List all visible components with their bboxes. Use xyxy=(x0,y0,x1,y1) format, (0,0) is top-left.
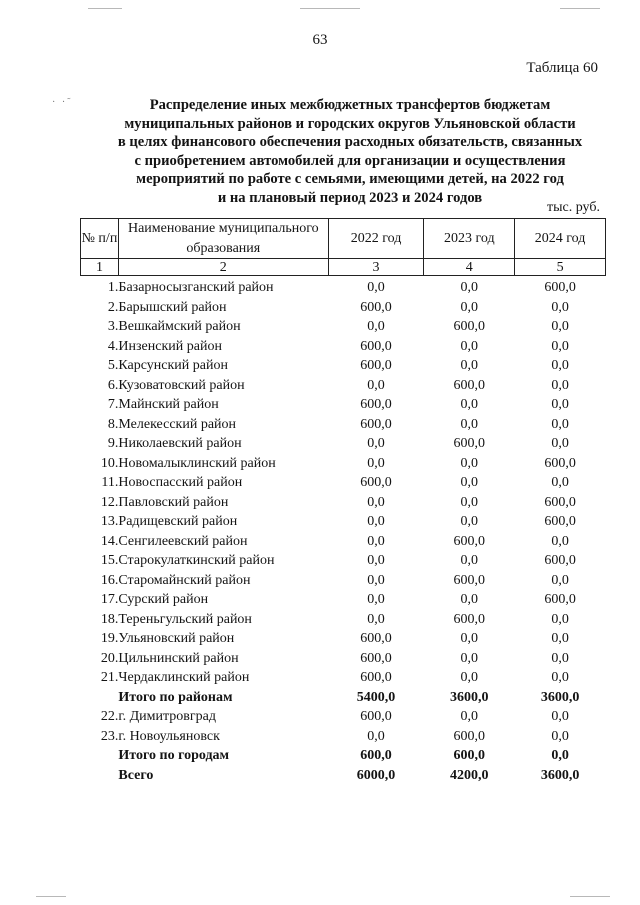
municipality-name: Итого по районам xyxy=(118,689,233,705)
table-row xyxy=(81,590,606,610)
municipality-name: Вешкаймский район xyxy=(118,319,241,334)
table-row xyxy=(81,337,606,357)
value-2023: 3600,0 xyxy=(450,689,489,705)
value-2024: 600,0 xyxy=(544,514,576,529)
value-2022: 0,0 xyxy=(367,494,385,510)
value-2023: 0,0 xyxy=(460,280,479,295)
value-2024: 0,0 xyxy=(551,397,569,412)
value-2022: 600,0 xyxy=(360,650,392,666)
municipality-name: Мелекесский район xyxy=(118,416,237,432)
value-2023: 0,0 xyxy=(460,514,479,529)
row-number: 16. xyxy=(100,572,119,588)
municipality-name: Инзенский район xyxy=(118,338,222,354)
value-2023: 0,0 xyxy=(460,592,479,607)
value-2022: 600,0 xyxy=(360,631,392,646)
value-2023: 0,0 xyxy=(460,709,479,724)
column-number-row xyxy=(81,259,606,276)
title-line: муниципальных районов и городских округов Ульяновской области xyxy=(124,115,576,132)
value-2024: 600,0 xyxy=(544,553,576,568)
municipality-name: Итого по городам xyxy=(118,748,230,763)
table-row xyxy=(81,473,606,493)
table-body xyxy=(81,276,606,786)
title-line: и на плановый период 2023 и 2024 годов xyxy=(217,189,483,206)
table-row xyxy=(81,493,606,513)
row-number: 11. xyxy=(101,475,119,490)
municipality-name: Барышский район xyxy=(118,299,227,315)
scan-speck: · ·˜ xyxy=(52,97,73,108)
row-number xyxy=(81,766,119,786)
column-number: 4 xyxy=(424,259,515,276)
value-2023: 4200,0 xyxy=(450,767,489,783)
municipality-name: Цильнинский район xyxy=(118,650,239,666)
municipality-name: Павловский район xyxy=(118,494,229,510)
document-title xyxy=(80,96,620,207)
value-2024: 0,0 xyxy=(551,611,569,627)
header-num: № п/п xyxy=(81,219,119,259)
row-number: 3. xyxy=(107,319,119,334)
scan-mark-top-left xyxy=(88,8,122,9)
municipality-name: Кузоватовский район xyxy=(118,377,245,393)
municipality-name: Чердаклинский район xyxy=(118,670,250,685)
table-row xyxy=(81,610,606,630)
value-2023: 600,0 xyxy=(453,728,486,744)
page-number: 63 xyxy=(312,32,328,48)
row-number xyxy=(81,688,119,708)
title-line: в целях финансового обеспечения расходных обязательств, связанных xyxy=(117,134,583,150)
header-row xyxy=(81,219,606,259)
value-2024: 0,0 xyxy=(551,358,569,373)
table-row xyxy=(81,356,606,376)
table-row xyxy=(81,276,606,298)
value-2024: 0,0 xyxy=(551,416,569,432)
value-2022: 5400,0 xyxy=(356,689,396,705)
table-row xyxy=(81,707,606,727)
table-row xyxy=(81,571,606,591)
distribution-table xyxy=(80,218,606,785)
scan-mark-top-center xyxy=(300,8,360,9)
header-2023: 2023 год xyxy=(424,219,515,259)
table-row xyxy=(81,629,606,649)
municipality-name: г. Новоульяновск xyxy=(118,728,220,744)
value-2022: 600,0 xyxy=(360,358,392,373)
row-number: 12. xyxy=(100,494,119,510)
row-number: 13. xyxy=(100,514,119,529)
header-2024: 2024 год xyxy=(515,219,606,259)
value-2023: 600,0 xyxy=(453,319,486,334)
value-2023: 0,0 xyxy=(460,670,479,685)
value-2024: 0,0 xyxy=(551,709,569,724)
municipality-name: Карсунский район xyxy=(118,358,228,373)
value-2022: 600,0 xyxy=(360,475,392,490)
value-2024: 0,0 xyxy=(551,319,569,334)
row-number: 22. xyxy=(100,709,119,724)
value-2022: 600,0 xyxy=(360,299,392,315)
table-row xyxy=(81,532,606,552)
value-2024: 0,0 xyxy=(551,338,569,354)
municipality-name: Майнский район xyxy=(118,397,219,412)
municipality-name: Ульяновский район xyxy=(118,631,235,646)
title-line: мероприятий по работе с семьями, имеющими детей, на 2022 год xyxy=(136,171,564,187)
value-2024: 0,0 xyxy=(551,631,569,646)
value-2022: 0,0 xyxy=(367,514,385,529)
row-number: 21. xyxy=(100,670,119,685)
scan-mark-top-right xyxy=(560,8,600,9)
value-2023: 0,0 xyxy=(460,475,479,490)
value-2023: 600,0 xyxy=(453,611,486,627)
value-2024: 600,0 xyxy=(544,494,576,510)
value-2024: 0,0 xyxy=(551,572,569,588)
municipality-name: Сенгилеевский район xyxy=(118,533,248,549)
table-row xyxy=(81,512,606,532)
table-row xyxy=(81,668,606,688)
value-2022: 600,0 xyxy=(360,338,392,354)
column-number: 2 xyxy=(118,259,328,276)
row-number: 19. xyxy=(100,631,119,646)
row-number: 9. xyxy=(107,436,119,451)
value-2022: 0,0 xyxy=(367,533,385,549)
units-label: тыс. руб. xyxy=(547,200,600,215)
value-2024: 600,0 xyxy=(544,455,576,471)
column-number: 3 xyxy=(328,259,424,276)
value-2024: 3600,0 xyxy=(540,767,580,783)
value-2024: 0,0 xyxy=(551,299,569,315)
value-2024: 0,0 xyxy=(551,533,569,549)
municipality-name: Николаевский район xyxy=(118,436,242,451)
table-row xyxy=(81,376,606,396)
value-2023: 0,0 xyxy=(460,338,479,354)
value-2024: 600,0 xyxy=(544,280,576,295)
value-2023: 0,0 xyxy=(460,299,479,315)
municipality-name: г. Димитровград xyxy=(118,709,216,724)
value-2022: 0,0 xyxy=(367,436,385,451)
value-2022: 0,0 xyxy=(367,455,385,471)
table-row xyxy=(81,649,606,669)
column-number: 1 xyxy=(81,259,119,276)
value-2023: 0,0 xyxy=(460,455,479,471)
value-2022: 600,0 xyxy=(360,670,392,685)
value-2022: 600,0 xyxy=(360,416,392,432)
value-2024: 0,0 xyxy=(551,728,569,744)
row-number: 23. xyxy=(100,728,119,744)
row-number: 17. xyxy=(100,592,119,607)
value-2022: 600,0 xyxy=(360,748,392,763)
municipality-name: Новоспасский район xyxy=(118,475,243,490)
row-number: 20. xyxy=(100,650,119,666)
value-2022: 6000,0 xyxy=(356,767,396,783)
row-number: 15. xyxy=(100,553,119,568)
value-2023: 0,0 xyxy=(460,650,479,666)
row-number: 2. xyxy=(107,299,119,315)
table-row xyxy=(81,434,606,454)
title-line: с приобретением автомобилей для организации и осуществления xyxy=(134,152,566,169)
municipality-name: Тереньгульский район xyxy=(118,611,252,627)
value-2022: 0,0 xyxy=(367,377,385,393)
value-2022: 0,0 xyxy=(367,728,385,744)
value-2022: 600,0 xyxy=(360,397,392,412)
total-row xyxy=(81,688,606,708)
table-row xyxy=(81,727,606,747)
value-2023: 0,0 xyxy=(460,397,479,412)
value-2023: 600,0 xyxy=(453,748,486,763)
value-2023: 600,0 xyxy=(453,572,486,588)
header-2022: 2022 год xyxy=(328,219,424,259)
row-number: 6. xyxy=(107,377,119,393)
value-2022: 0,0 xyxy=(367,572,385,588)
row-number: 18. xyxy=(100,611,119,627)
value-2023: 600,0 xyxy=(453,533,486,549)
row-number: 1. xyxy=(107,280,119,295)
row-number: 8. xyxy=(107,416,119,432)
table-row xyxy=(81,298,606,318)
scan-mark-bottom-left xyxy=(36,896,66,897)
table-label: Таблица 60 xyxy=(526,60,598,76)
row-number: 5. xyxy=(107,358,119,373)
title-line: Распределение иных межбюджетных трансфертов бюджетам xyxy=(149,97,551,113)
municipality-name: Радищевский район xyxy=(118,514,238,529)
value-2024: 0,0 xyxy=(551,436,569,451)
total-row xyxy=(81,766,606,786)
value-2022: 600,0 xyxy=(360,709,392,724)
municipality-name: Старомайнский район xyxy=(118,572,251,588)
value-2022: 0,0 xyxy=(367,280,385,295)
row-number: 10. xyxy=(100,455,119,471)
table-row xyxy=(81,317,606,337)
value-2024: 3600,0 xyxy=(540,689,580,705)
column-number: 5 xyxy=(515,259,606,276)
row-number: 4. xyxy=(107,338,119,354)
table-row xyxy=(81,415,606,435)
value-2022: 0,0 xyxy=(367,611,385,627)
value-2022: 0,0 xyxy=(367,553,385,568)
header-name: Наименование муниципального образования xyxy=(118,219,328,259)
value-2023: 0,0 xyxy=(460,358,479,373)
row-number: 7. xyxy=(107,397,119,412)
table-row xyxy=(81,454,606,474)
table-row xyxy=(81,551,606,571)
value-2024: 600,0 xyxy=(544,592,576,607)
municipality-name: Сурский район xyxy=(118,592,209,607)
value-2024: 0,0 xyxy=(551,748,569,763)
value-2023: 0,0 xyxy=(460,553,479,568)
table-row xyxy=(81,395,606,415)
municipality-name: Новомалыклинский район xyxy=(118,455,276,471)
value-2022: 0,0 xyxy=(367,592,385,607)
value-2023: 0,0 xyxy=(460,631,479,646)
value-2024: 0,0 xyxy=(551,377,569,393)
value-2022: 0,0 xyxy=(367,319,385,334)
value-2024: 0,0 xyxy=(551,475,569,490)
value-2023: 0,0 xyxy=(460,494,479,510)
value-2024: 0,0 xyxy=(551,670,569,685)
municipality-name: Всего xyxy=(118,767,154,783)
value-2023: 600,0 xyxy=(453,436,486,451)
value-2024: 0,0 xyxy=(551,650,569,666)
total-row xyxy=(81,746,606,766)
value-2023: 600,0 xyxy=(453,377,486,393)
scan-mark-bottom-right xyxy=(570,896,610,897)
value-2023: 0,0 xyxy=(460,416,479,432)
row-number: 14. xyxy=(100,533,119,549)
municipality-name: Базарносызганский район xyxy=(118,280,274,295)
row-number xyxy=(81,746,119,766)
municipality-name: Старокулаткинский район xyxy=(118,553,275,568)
